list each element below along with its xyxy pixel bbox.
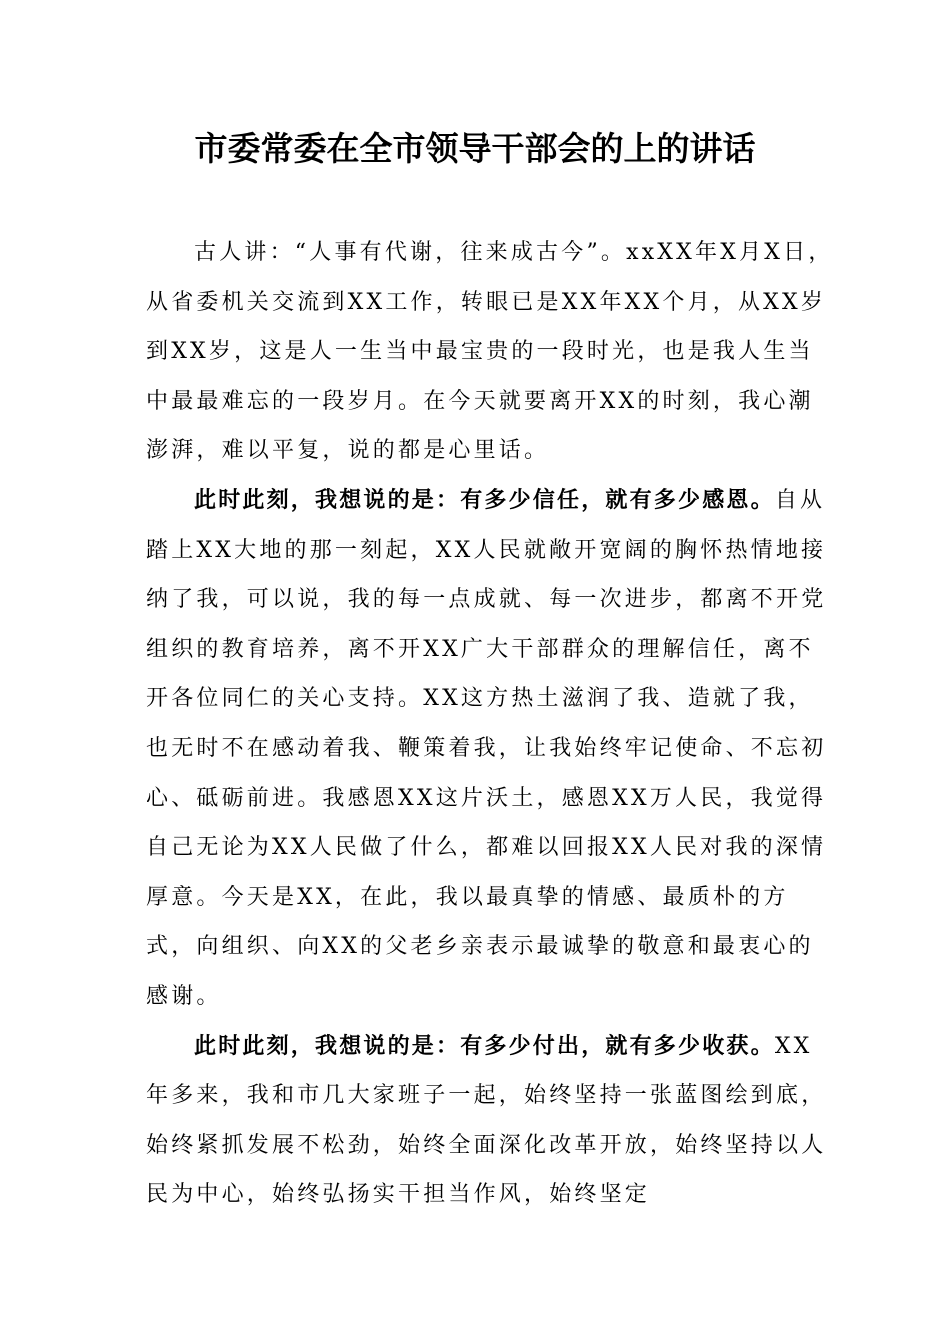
paragraph-text: 自从踏上XX大地的那一刻起，XX人民就敞开宽阔的胸怀热情地接纳了我，可以说，我的每一点成就、每一次进步，都离不开党组织的教育培养，离不开XX广大干部群众的理解信任，离不开各位同仁的关心支持。XX这方热土滋润了我、造就了我，也无时不在感动着我、鞭策着我，让我始终牢记使命、不忘初心、砥砺前进。我感恩XX这片沃土，感恩XX万人民，我觉得自己无论为XX人民做了什么，都难以回报XX人民对我的深情厚意。今天是XX，在此，我以最真挚的情感、最质朴的方式，向组织、向XX的父老乡亲表示最诚挚的敬意和最衷心的感谢。 (146, 487, 827, 1009)
document-title: 市委常委在全市领导干部会的上的讲话 (194, 129, 756, 168)
paragraph-text: XX年多来，我和市几大家班子一起，始终坚持一张蓝图绘到底，始终紧抓发展不松劲，始终全面深化改革开放，始终坚持以人民为中心，始终弘扬实干担当作风，始终坚定 (146, 1033, 827, 1208)
paragraph-lead: 此时此刻，我想说的是：有多少付出，就有多少收获。 (194, 1033, 775, 1059)
paragraph-2 (146, 476, 836, 1022)
document-body (146, 228, 836, 1220)
paragraph-text: 古人讲：“人事有代谢，往来成古今”。xxXX年X月X日，从省委机关交流到XX工作，转眼已是XX年XX个月，从XX岁到XX岁，这是人一生当中最宝贵的一段时光，也是我人生当中最最难忘的一段岁月。在今天就要离开XX的时刻，我心潮澎湃，难以平复，说的都是心里话。 (146, 240, 834, 464)
paragraph-1 (146, 228, 836, 476)
paragraph-lead: 此时此刻，我想说的是：有多少信任，就有多少感恩。 (194, 487, 775, 513)
paragraph-3 (146, 1022, 836, 1220)
